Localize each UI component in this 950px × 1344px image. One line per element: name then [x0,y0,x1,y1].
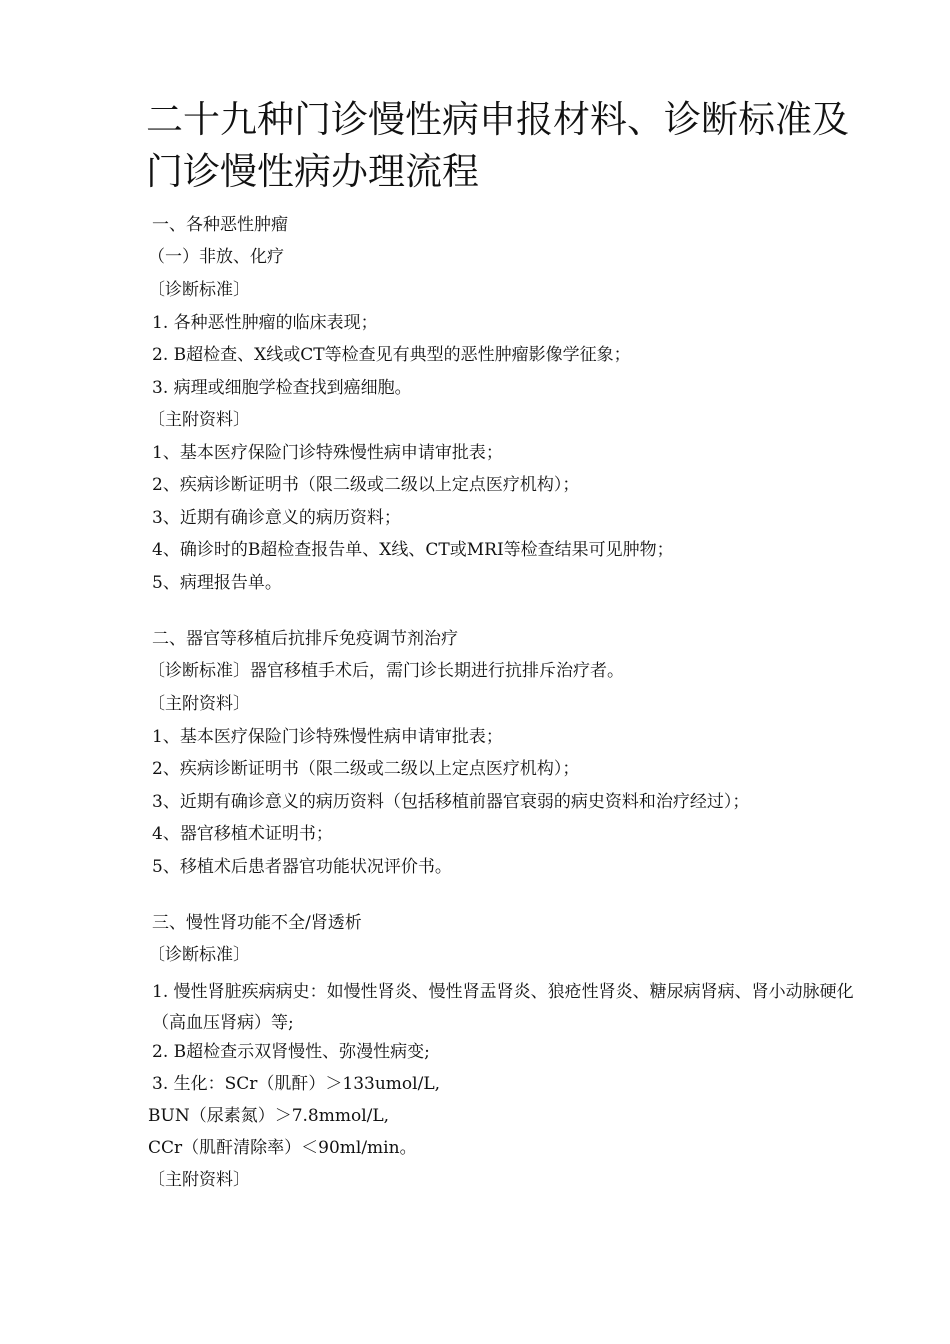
materials-item: 3、近期有确诊意义的病历资料（包括移植前器官衰弱的病史资料和治疗经过）； [152,792,750,812]
criteria-label: 〔诊断标准〕 [148,945,250,965]
section-heading: 二、器官等移植后抗排斥免疫调节剂治疗 [152,629,458,649]
materials-item: 5、移植术后患者器官功能状况评价书。 [152,857,452,877]
materials-item: 4、器官移植术证明书； [152,824,333,844]
criteria-item: CCr（肌酐清除率）＜90ml/min。 [148,1138,417,1158]
materials-item: 2、疾病诊断证明书（限二级或二级以上定点医疗机构）； [152,475,580,495]
criteria-item: 1. 各种恶性肿瘤的临床表现； [152,313,378,333]
materials-item: 2、疾病诊断证明书（限二级或二级以上定点医疗机构）； [152,759,580,779]
criteria-line: 〔诊断标准〕器官移植手术后，需门诊长期进行抗排斥治疗者。 [148,661,624,681]
document-title: 二十九种门诊慢性病申报材料、诊断标准及门诊慢性病办理流程 [146,98,849,193]
criteria-item: 3. 生化：SCr（肌酐）＞133umol/L, [152,1074,441,1094]
criteria-item: BUN（尿素氮）＞7.8mmol/L, [148,1106,390,1126]
materials-item: 3、近期有确诊意义的病历资料； [152,508,401,528]
materials-item: 1、基本医疗保险门诊特殊慢性病申请审批表； [152,727,503,747]
materials-item: 4、确诊时的B超检查报告单、X线、CT或MRI等检查结果可见肿物； [152,540,674,560]
section-subheading: （一）非放、化疗 [148,247,284,267]
materials-item: 5、病理报告单。 [152,573,282,593]
materials-label: 〔主附资料〕 [148,410,250,430]
criteria-item: 1. 慢性肾脏疾病病史：如慢性肾炎、慢性肾盂肾炎、狼疮性肾炎、糖尿病肾病、肾小动脉硬化（高血压肾病）等; [152,982,854,1033]
section-heading: 一、各种恶性肿瘤 [152,215,288,235]
section-heading: 三、慢性肾功能不全/肾透析 [152,913,362,933]
materials-label: 〔主附资料〕 [148,694,250,714]
criteria-item: 3. 病理或细胞学检查找到癌细胞。 [152,378,412,398]
criteria-item: 2. B超检查示双肾慢性、弥漫性病变; [152,1042,430,1062]
materials-item: 1、基本医疗保险门诊特殊慢性病申请审批表； [152,443,503,463]
materials-label: 〔主附资料〕 [148,1170,250,1190]
criteria-label: 〔诊断标准〕 [148,280,250,300]
criteria-item: 2. B超检查、X线或CT等检查见有典型的恶性肿瘤影像学征象； [152,345,631,365]
